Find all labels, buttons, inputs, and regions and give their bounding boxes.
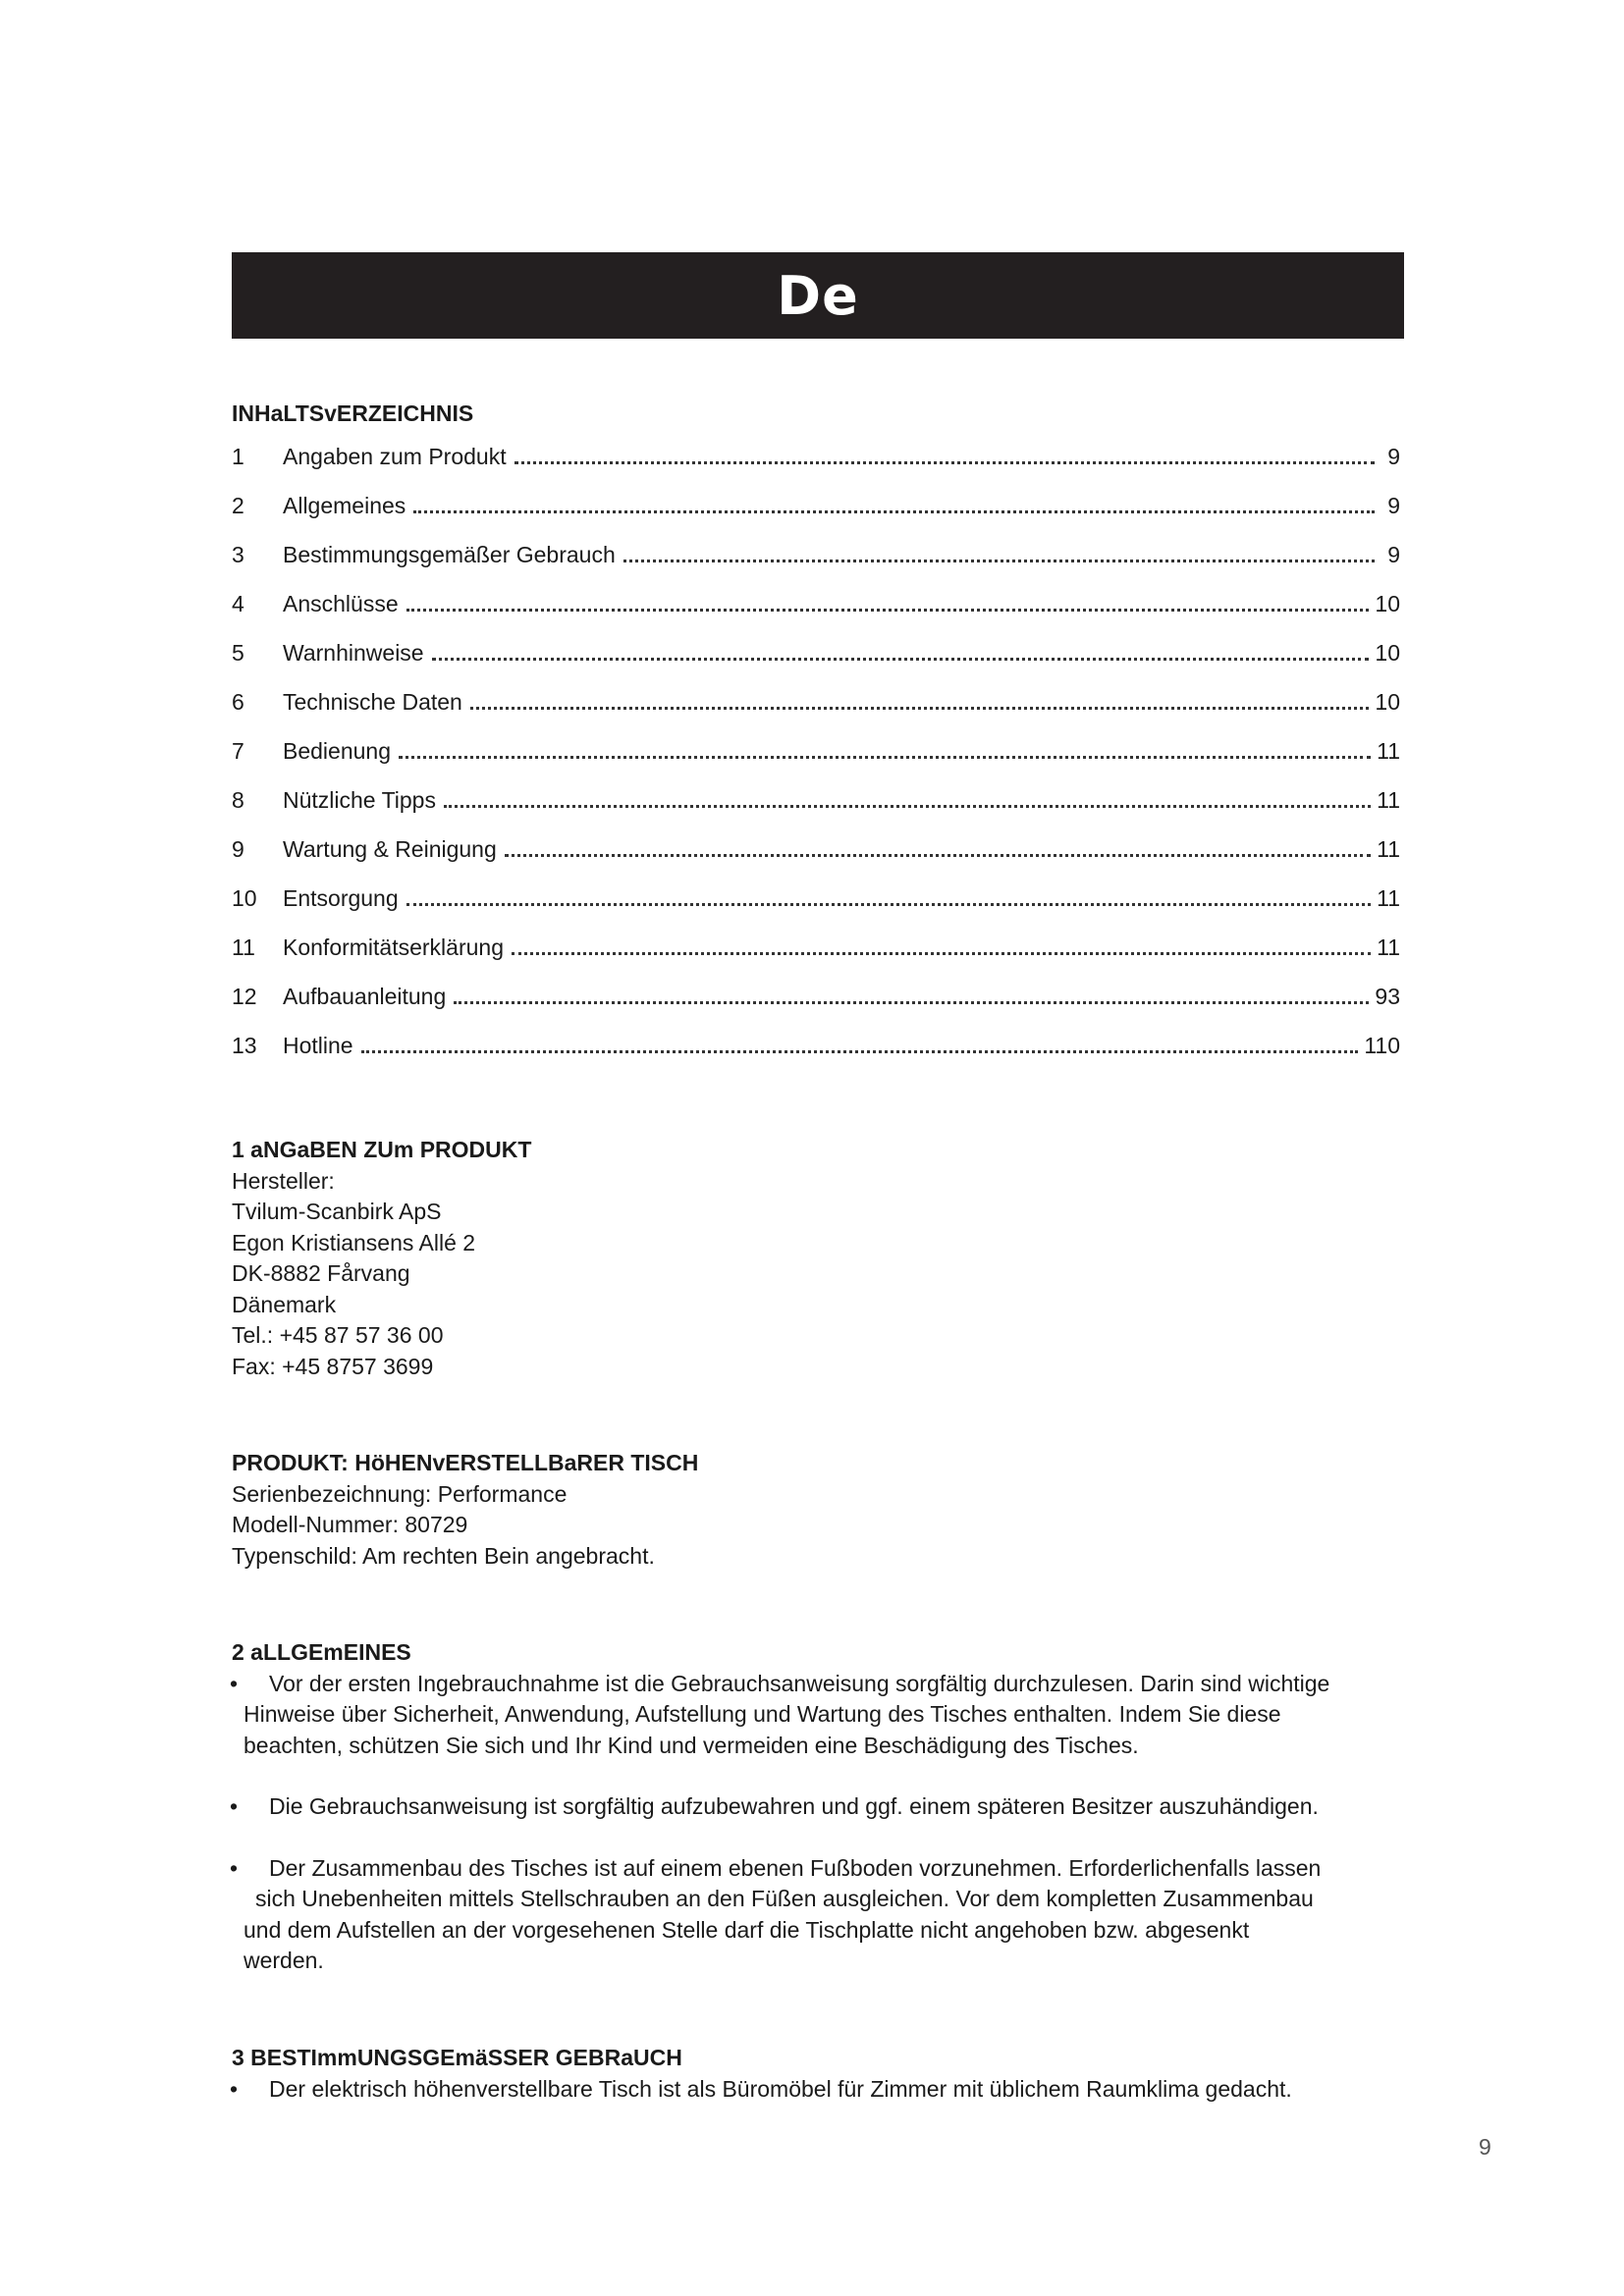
toc-row[interactable] xyxy=(232,787,1400,836)
toc-number: 7 xyxy=(232,738,244,764)
toc-title: Nützliche Tipps xyxy=(283,787,436,813)
toc-title: Entsorgung xyxy=(283,885,399,911)
toc-leader-dots xyxy=(512,952,1371,955)
manufacturer-fax: Fax: +45 8757 3699 xyxy=(232,1353,434,1379)
toc-title: Wartung & Reinigung xyxy=(283,836,497,862)
toc-row[interactable] xyxy=(232,542,1400,591)
section-general xyxy=(232,1637,1410,1977)
toc-number: 4 xyxy=(232,591,244,616)
toc-page: 10 xyxy=(1375,591,1400,616)
toc-row[interactable] xyxy=(232,738,1400,787)
bullet-item xyxy=(232,1853,1422,1977)
manufacturer-country: Dänemark xyxy=(232,1291,337,1317)
bullet-line: sich Unebenheiten mittels Stellschrauben an den Füßen ausgleichen. Vor dem kompletten Zusammenbau xyxy=(255,1886,1314,1911)
toc-page: 93 xyxy=(1375,984,1400,1009)
toc-row[interactable] xyxy=(232,836,1400,885)
section-product-info xyxy=(232,1135,1410,1382)
bullet-dot: • xyxy=(230,2075,239,2102)
toc-title: Konformitätserklärung xyxy=(283,934,504,960)
toc-leader-dots xyxy=(454,1001,1369,1004)
toc-number: 10 xyxy=(232,885,257,911)
type-plate: Typenschild: Am rechten Bein angebracht. xyxy=(232,1542,655,1569)
toc-number: 8 xyxy=(232,787,244,813)
toc-page: 9 xyxy=(1387,493,1400,518)
manufacturer-name: Tvilum-Scanbirk ApS xyxy=(232,1199,442,1224)
toc-page: 11 xyxy=(1377,738,1400,764)
toc-row[interactable] xyxy=(232,984,1400,1033)
bullet-line: Hinweise über Sicherheit, Anwendung, Aufstellung und Wartung des Tisches enthalten. Indem Sie diese xyxy=(244,1701,1281,1727)
toc-number: 2 xyxy=(232,493,244,518)
toc-row[interactable] xyxy=(232,885,1400,934)
toc-number: 5 xyxy=(232,640,244,666)
bullet-line: beachten, schützen Sie sich und Ihr Kind und vermeiden eine Beschädigung des Tisches. xyxy=(244,1732,1139,1758)
bullet-line: Der elektrisch höhenverstellbare Tisch ist als Büromöbel für Zimmer mit üblichem Raumklima gedacht. xyxy=(269,2075,1292,2102)
toc-page: 10 xyxy=(1375,689,1400,715)
bullet-line: Vor der ersten Ingebrauchnahme ist die Gebrauchsanweisung sorgfältig durchzulesen. Darin sind wichtige xyxy=(269,1670,1330,1696)
bullet-dot: • xyxy=(230,1793,239,1819)
toc-title: Bedienung xyxy=(283,738,391,764)
toc-leader-dots xyxy=(406,609,1370,612)
toc-row[interactable] xyxy=(232,1033,1400,1082)
toc-title: Allgemeines xyxy=(283,493,406,518)
toc-number: 11 xyxy=(232,934,255,960)
toc-title: Hotline xyxy=(283,1033,353,1058)
manufacturer-phone: Tel.: +45 87 57 36 00 xyxy=(232,1322,444,1348)
toc-number: 6 xyxy=(232,689,244,715)
toc-leader-dots xyxy=(444,805,1371,808)
toc-row[interactable] xyxy=(232,689,1400,738)
page-number: 9 xyxy=(1479,2134,1491,2160)
toc-leader-dots xyxy=(505,854,1371,857)
toc-leader-dots xyxy=(514,461,1375,464)
toc-title: Warnhinweise xyxy=(283,640,424,666)
bullet-dot: • xyxy=(230,1670,239,1696)
toc-title: Technische Daten xyxy=(283,689,462,715)
toc-title: Bestimmungsgemäßer Gebrauch xyxy=(283,542,616,567)
toc-page: 110 xyxy=(1364,1033,1400,1058)
section-heading: 3 BESTImmUNGSGEmäSSER GEBRaUCH xyxy=(232,2045,682,2070)
language-code: De xyxy=(777,264,859,327)
toc-leader-dots xyxy=(470,707,1370,710)
toc-page: 11 xyxy=(1377,934,1400,960)
toc-leader-dots xyxy=(432,658,1370,661)
toc-number: 3 xyxy=(232,542,244,567)
section-intended-use xyxy=(232,2043,1410,2105)
bullet-line: Der Zusammenbau des Tisches ist auf einem ebenen Fußboden vorzunehmen. Erforderlichenfalls lassen xyxy=(269,1854,1322,1881)
section-product xyxy=(232,1448,1410,1572)
series-name: Serienbezeichnung: Performance xyxy=(232,1480,568,1507)
model-number: Modell-Nummer: 80729 xyxy=(232,1512,468,1537)
toc-page: 11 xyxy=(1377,836,1400,862)
toc-page: 11 xyxy=(1377,885,1400,911)
manufacturer-label: Hersteller: xyxy=(232,1167,335,1194)
toc-leader-dots xyxy=(399,756,1371,759)
toc-page: 10 xyxy=(1375,640,1400,666)
section-heading: PRODUKT: HöHENvERSTELLBaRER TISCH xyxy=(232,1450,699,1475)
toc-title: Anschlüsse xyxy=(283,591,399,616)
section-heading: 2 aLLGEmEINES xyxy=(232,1639,411,1665)
manufacturer-city: DK-8882 Fårvang xyxy=(232,1260,410,1286)
toc-page: 11 xyxy=(1377,787,1400,813)
toc-row[interactable] xyxy=(232,444,1400,493)
bullet-line: und dem Aufstellen an der vorgesehenen Stelle darf die Tischplatte nicht angehoben bzw. abgesenkt xyxy=(244,1916,1250,1943)
toc-row[interactable] xyxy=(232,493,1400,542)
toc-number: 1 xyxy=(232,444,244,469)
bullet-item xyxy=(232,1669,1422,1762)
toc-row[interactable] xyxy=(232,591,1400,640)
language-banner xyxy=(232,252,1404,339)
toc-number: 9 xyxy=(232,836,244,862)
toc-page: 9 xyxy=(1387,542,1400,567)
toc-number: 13 xyxy=(232,1033,257,1058)
toc-number: 12 xyxy=(232,984,257,1009)
toc-row[interactable] xyxy=(232,934,1400,984)
toc-title: Aufbauanleitung xyxy=(283,984,447,1009)
toc-row[interactable] xyxy=(232,640,1400,689)
bullet-line: werden. xyxy=(244,1948,324,1973)
table-of-contents xyxy=(232,444,1400,1082)
bullet-item xyxy=(232,1791,1422,1823)
toc-page: 9 xyxy=(1387,444,1400,469)
toc-leader-dots xyxy=(623,560,1375,562)
bullet-line: Die Gebrauchsanweisung ist sorgfältig aufzubewahren und ggf. einem späteren Besitzer auszuhändigen. xyxy=(269,1793,1319,1819)
section-heading: 1 aNGaBEN ZUm PRODUKT xyxy=(232,1137,532,1162)
bullet-dot: • xyxy=(230,1854,239,1881)
toc-title: Angaben zum Produkt xyxy=(283,444,507,469)
bullet-item xyxy=(232,2074,1422,2106)
toc-leader-dots xyxy=(361,1050,1359,1053)
manufacturer-street: Egon Kristiansens Allé 2 xyxy=(232,1229,476,1255)
toc-leader-dots xyxy=(406,903,1371,906)
toc-leader-dots xyxy=(413,510,1375,513)
toc-heading: INHaLTSvERZEICHNIS xyxy=(232,400,474,426)
